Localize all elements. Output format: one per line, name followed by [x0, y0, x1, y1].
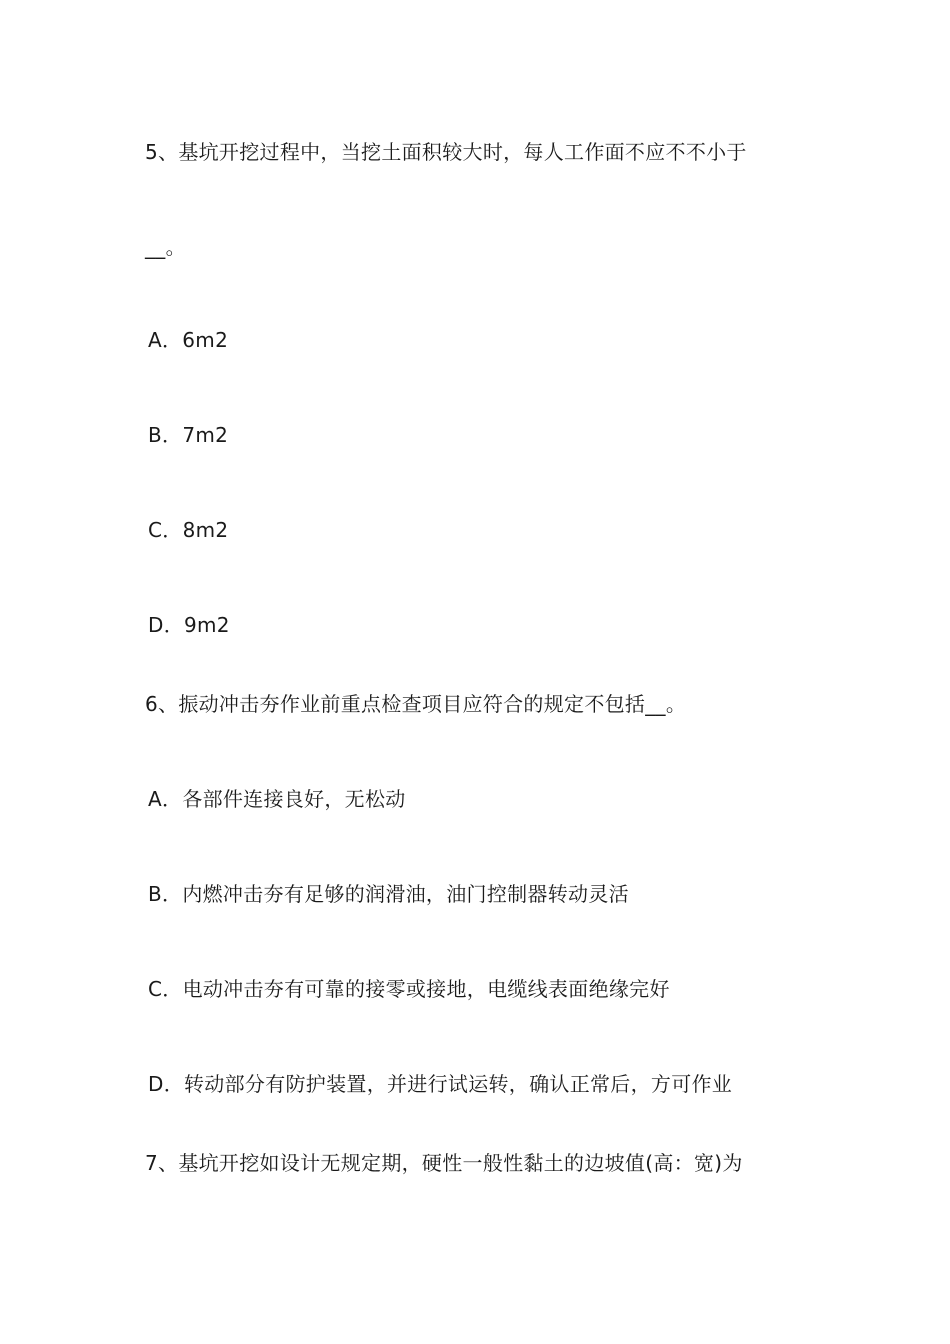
- question-5-stem-continued: __。: [145, 235, 186, 259]
- question-6-option-b: B．内燃冲击夯有足够的润滑油，油门控制器转动灵活: [148, 882, 629, 906]
- question-6-stem: 6、振动冲击夯作业前重点检查项目应符合的规定不包括__。: [145, 692, 687, 716]
- question-7-stem: 7、基坑开挖如设计无规定期，硬性一般性黏土的边坡值(高：宽)为: [145, 1151, 743, 1175]
- question-5-stem: 5、基坑开挖过程中，当挖土面积较大时，每人工作面不应不不小于: [145, 140, 747, 164]
- question-5-option-d: D．9m2: [148, 613, 230, 637]
- question-5-option-b: B．7m2: [148, 423, 229, 447]
- question-5-option-a: A．6m2: [148, 328, 229, 352]
- question-6-option-d: D．转动部分有防护装置，并进行试运转，确认正常后，方可作业: [148, 1072, 733, 1096]
- question-5-option-c: C．8m2: [148, 518, 229, 542]
- question-6-option-a: A．各部件连接良好，无松动: [148, 787, 406, 811]
- question-6-option-c: C．电动冲击夯有可靠的接零或接地，电缆线表面绝缘完好: [148, 977, 670, 1001]
